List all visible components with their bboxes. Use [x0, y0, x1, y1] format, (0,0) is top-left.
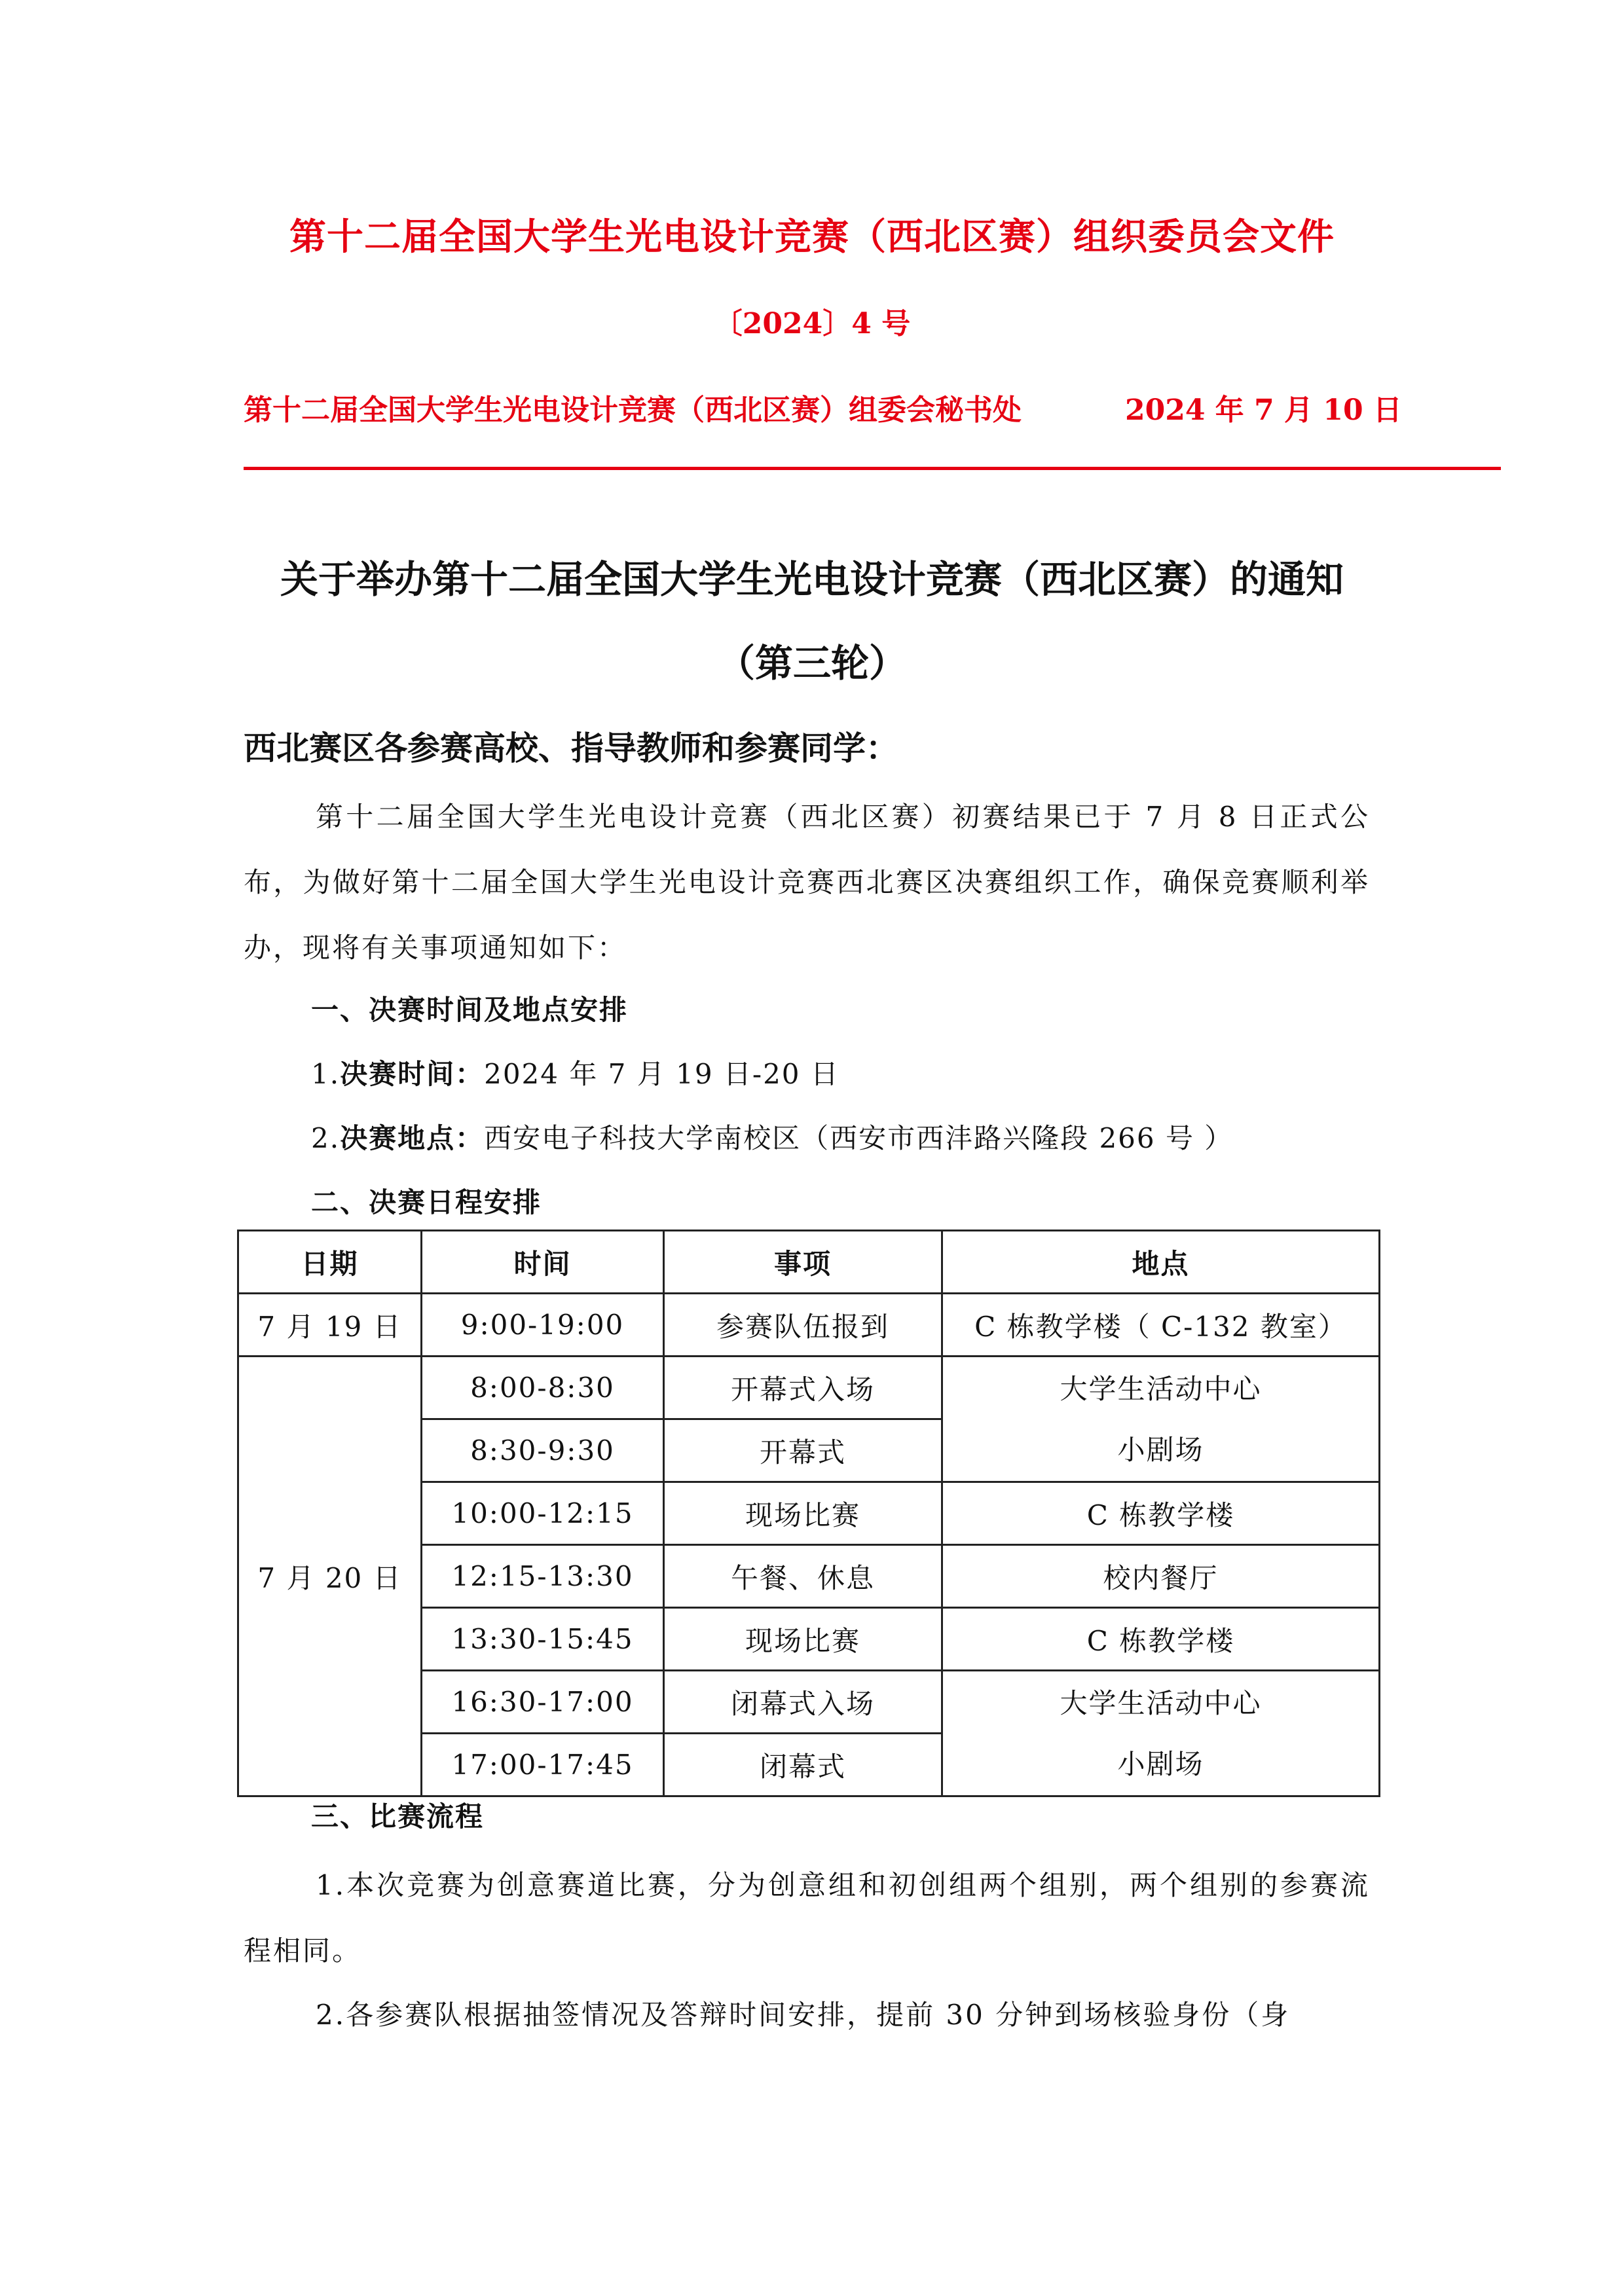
item-cell: 闭幕式 — [664, 1734, 942, 1796]
final-time-line — [311, 1053, 840, 1092]
header-place: 地点 — [942, 1231, 1380, 1294]
schedule-table — [237, 1230, 1380, 1797]
process-paragraph-1: 1.本次竞赛为创意赛道比赛，分为创意组和初创组两个组别，两个组别的参赛流程相同。 — [244, 1869, 1370, 1967]
time-cell: 8:30-9:30 — [422, 1419, 664, 1482]
time-cell: 16:30-17:00 — [422, 1671, 664, 1734]
place-cell — [942, 1357, 1380, 1482]
section2-heading: 二、决赛日程安排 — [311, 1186, 542, 1218]
final-venue-value: 西安电子科技大学南校区（西安市西沣路兴隆段 266 号 ） — [484, 1122, 1234, 1154]
notice-round: （第三轮） — [716, 641, 907, 685]
header-time: 时间 — [422, 1231, 664, 1294]
item-number: 2. — [311, 1122, 341, 1154]
document-number: 〔2024〕4 号 — [713, 307, 911, 340]
time-cell: 9:00-19:00 — [422, 1294, 664, 1357]
intro-paragraph: 第十二届全国大学生光电设计竞赛（西北区赛）初赛结果已于 7 月 8 日正式公布，为做好第十二届全国大学生光电设计竞赛西北赛区决赛组织工作，确保竞赛顺利举办，现将有关事项通知如下： — [244, 801, 1370, 964]
final-venue-line — [311, 1117, 1233, 1156]
place-cell: C 栋教学楼（ C-132 教室） — [942, 1294, 1380, 1357]
time-cell: 8:00-8:30 — [422, 1357, 664, 1419]
date-cell: 7 月 20 日 — [238, 1357, 422, 1796]
place-line: 大学生活动中心 — [1060, 1372, 1262, 1405]
date-cell: 7 月 19 日 — [238, 1294, 422, 1357]
place-line: 大学生活动中心 — [1060, 1686, 1262, 1719]
place-cell: C 栋教学楼 — [942, 1608, 1380, 1671]
document-issuer-title: 第十二届全国大学生光电设计竞赛（西北区赛）组织委员会文件 — [289, 215, 1335, 259]
place-cell — [942, 1671, 1380, 1796]
issuing-office: 第十二届全国大学生光电设计竞赛（西北区赛）组委会秘书处 — [244, 393, 1022, 427]
notice-title: 关于举办第十二届全国大学生光电设计竞赛（西北区赛）的通知 — [280, 557, 1344, 602]
header-item: 事项 — [664, 1231, 942, 1294]
process-paragraph-2: 2.各参赛队根据抽签情况及答辩时间安排，提前 30 分钟到场核验身份（身 — [316, 1999, 1291, 2031]
place-cell: C 栋教学楼 — [942, 1482, 1380, 1545]
item-cell: 现场比赛 — [664, 1482, 942, 1545]
time-cell: 12:15-13:30 — [422, 1545, 664, 1608]
red-divider — [244, 467, 1501, 470]
table-row — [238, 1294, 1380, 1357]
table-row — [238, 1357, 1380, 1419]
item-cell: 开幕式入场 — [664, 1357, 942, 1419]
section1-heading: 一、决赛时间及地点安排 — [311, 994, 629, 1026]
final-venue-label: 决赛地点： — [340, 1122, 485, 1154]
item-cell: 闭幕式入场 — [664, 1671, 942, 1734]
item-number: 1. — [311, 1058, 341, 1090]
salutation: 西北赛区各参赛高校、指导教师和参赛同学： — [244, 729, 898, 767]
issue-date: 2024 年 7 月 10 日 — [1125, 393, 1402, 427]
item-cell: 开幕式 — [664, 1419, 942, 1482]
table-header-row — [238, 1231, 1380, 1294]
final-time-value: 2024 年 7 月 19 日-20 日 — [484, 1058, 840, 1090]
item-cell: 午餐、休息 — [664, 1545, 942, 1608]
item-cell: 现场比赛 — [664, 1608, 942, 1671]
header-date: 日期 — [238, 1231, 422, 1294]
time-cell: 17:00-17:45 — [422, 1734, 664, 1796]
section3-heading: 三、比赛流程 — [311, 1800, 485, 1832]
place-line: 小剧场 — [1117, 1433, 1204, 1466]
time-cell: 13:30-15:45 — [422, 1608, 664, 1671]
place-cell: 校内餐厅 — [942, 1545, 1380, 1608]
time-cell: 10:00-12:15 — [422, 1482, 664, 1545]
item-cell: 参赛队伍报到 — [664, 1294, 942, 1357]
final-time-label: 决赛时间： — [340, 1058, 485, 1090]
place-line: 小剧场 — [1117, 1747, 1204, 1780]
